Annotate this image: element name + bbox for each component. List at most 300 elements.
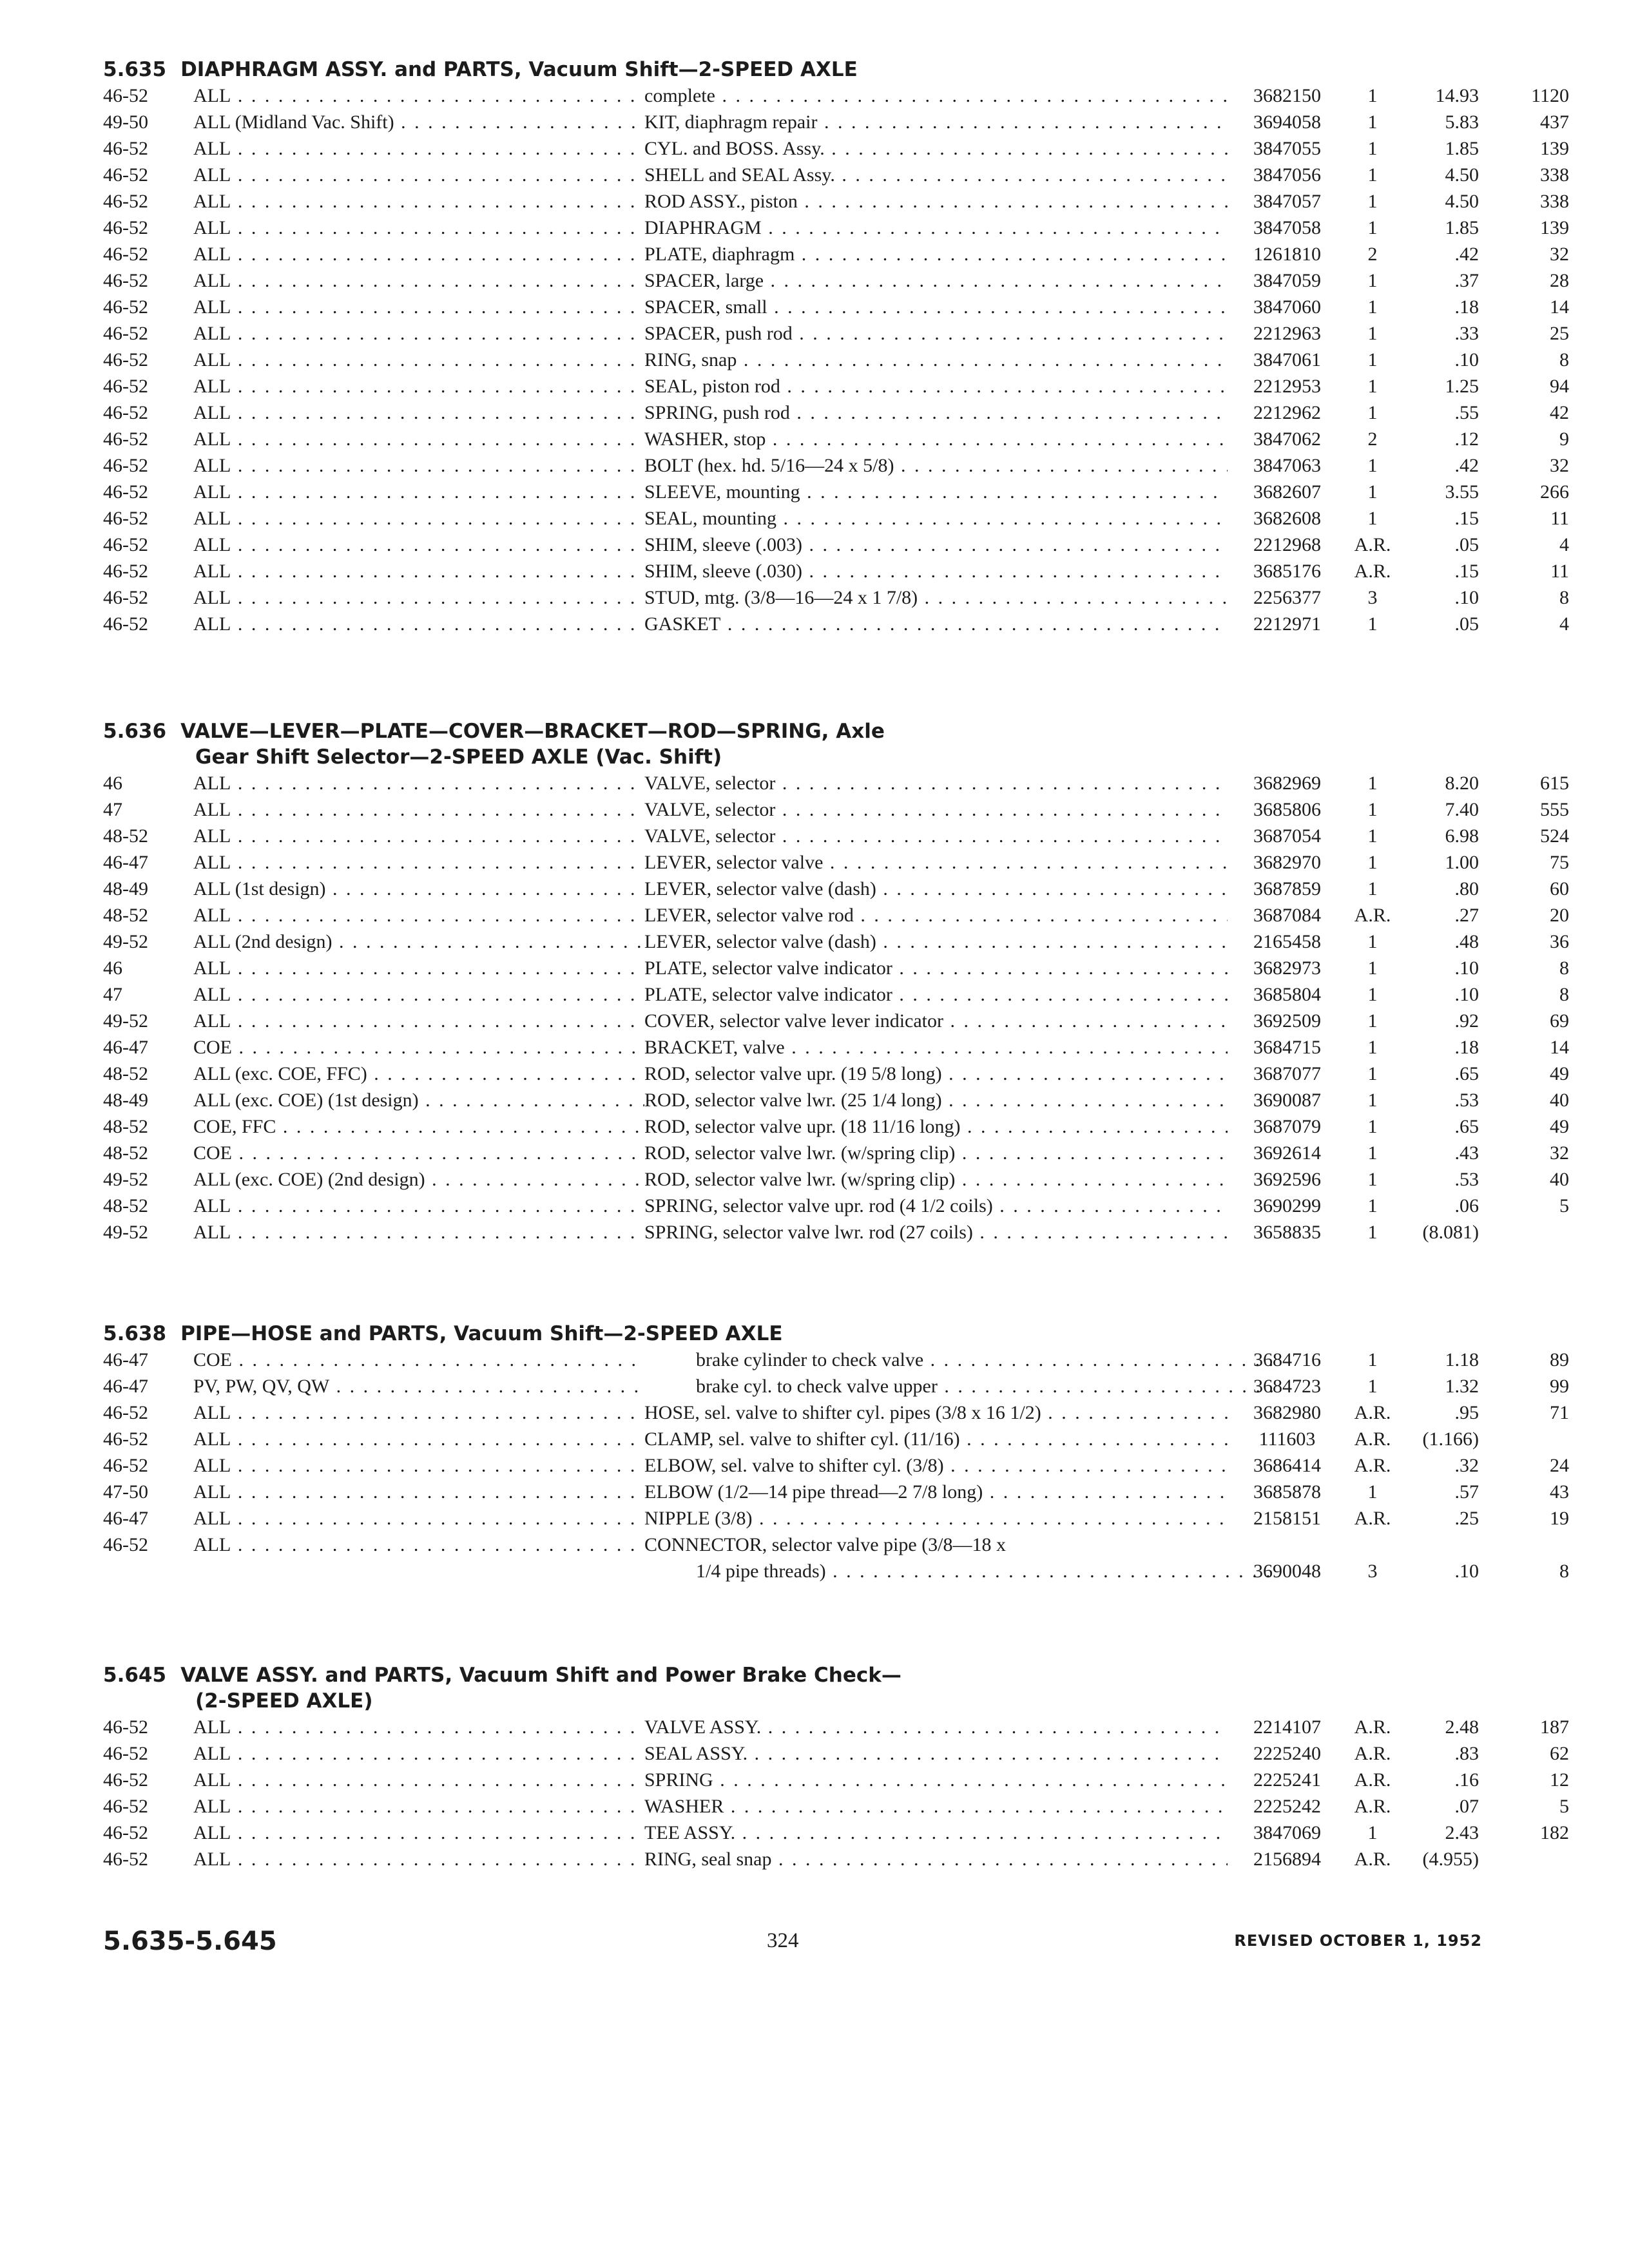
section-5-635 <box>103 57 1569 637</box>
year-range: 48-52 <box>103 1063 148 1084</box>
weight: 9 <box>1559 428 1569 450</box>
description: GASKET . . . <box>644 611 1228 637</box>
description: PLATE, selector valve indicator . . . <box>644 981 1228 1008</box>
quantity: 1 <box>1367 1169 1378 1190</box>
parts-table <box>103 770 1569 1245</box>
weight: 24 <box>1550 1455 1569 1476</box>
year-range: 46-52 <box>103 217 148 238</box>
table-row <box>103 1767 1569 1793</box>
section-number: 5.638 <box>103 1322 167 1345</box>
part-number: 3847062 <box>1253 428 1321 450</box>
part-number: 2212968 <box>1253 534 1321 555</box>
model: ALL . . . <box>193 215 644 241</box>
description: PLATE, diaphragm . . . <box>644 241 1228 267</box>
year-range: 46-52 <box>103 270 148 291</box>
weight: 71 <box>1550 1402 1569 1423</box>
weight: 14 <box>1550 296 1569 318</box>
model: ALL . . . <box>193 1505 644 1532</box>
weight: 555 <box>1540 799 1569 820</box>
year-range: 48-52 <box>103 1116 148 1137</box>
quantity: 1 <box>1367 508 1378 529</box>
year-range: 46-52 <box>103 1849 148 1870</box>
year-range: 49-52 <box>103 931 148 952</box>
description: BOLT (hex. hd. 5/16—24 x 5/8) . . . <box>644 452 1228 479</box>
description: COVER, selector valve lever indicator . . . <box>644 1008 1228 1034</box>
table-row <box>103 1793 1569 1820</box>
price: 8.20 <box>1445 773 1479 794</box>
weight: 43 <box>1550 1481 1569 1503</box>
model: ALL . . . <box>193 1008 644 1034</box>
quantity: 1 <box>1367 1349 1378 1370</box>
table-row <box>103 294 1569 320</box>
table-row <box>103 532 1569 558</box>
part-number: 2165458 <box>1253 931 1321 952</box>
table-row <box>103 770 1569 796</box>
quantity: A.R. <box>1354 1402 1391 1423</box>
quantity: A.R. <box>1354 1508 1391 1529</box>
part-number: 3692509 <box>1253 1010 1321 1032</box>
price: .15 <box>1454 561 1479 582</box>
section-title-line: Gear Shift Selector—2-SPEED AXLE (Vac. Shift) <box>195 745 722 769</box>
quantity: 1 <box>1367 1195 1378 1216</box>
part-number: 3692596 <box>1253 1169 1321 1190</box>
part-number: 2158151 <box>1253 1508 1321 1529</box>
table-row <box>103 584 1569 611</box>
weight: 32 <box>1550 1142 1569 1164</box>
year-range: 46-52 <box>103 191 148 212</box>
part-number: 3847069 <box>1253 1822 1321 1843</box>
table-row <box>103 902 1569 928</box>
year-range: 46-52 <box>103 561 148 582</box>
price: .55 <box>1454 402 1479 423</box>
weight: 8 <box>1559 957 1569 979</box>
weight: 89 <box>1550 1349 1569 1370</box>
model: ALL . . . <box>193 294 644 320</box>
quantity: 1 <box>1367 1116 1378 1137</box>
part-number: 3658835 <box>1253 1222 1321 1243</box>
price: 1.25 <box>1445 376 1479 397</box>
weight: 19 <box>1550 1508 1569 1529</box>
description: ROD, selector valve upr. (18 11/16 long) . . . <box>644 1113 1228 1140</box>
year-range: 46-47 <box>103 1376 148 1397</box>
price: .33 <box>1454 323 1479 344</box>
description: HOSE, sel. valve to shifter cyl. pipes (3/8 x 16 1/2) . . . <box>644 1399 1228 1426</box>
price: .18 <box>1454 296 1479 318</box>
footer-section-range: 5.635-5.645 <box>103 1927 277 1956</box>
description: SPACER, small . . . <box>644 294 1228 320</box>
model: ALL . . . <box>193 373 644 399</box>
weight: 8 <box>1559 984 1569 1005</box>
description: PLATE, selector valve indicator . . . <box>644 955 1228 981</box>
section-number: 5.635 <box>103 58 167 81</box>
price: .12 <box>1454 428 1479 450</box>
description: TEE ASSY. . . . <box>644 1820 1228 1846</box>
table-row <box>103 1008 1569 1034</box>
table-row <box>103 823 1569 849</box>
price: .83 <box>1454 1743 1479 1764</box>
description: SPRING, selector valve upr. rod (4 1/2 coils) . . . <box>644 1193 1228 1219</box>
model: ALL . . . <box>193 1452 644 1479</box>
section-title-line: DIAPHRAGM ASSY. and PARTS, Vacuum Shift—2-SPEED AXLE <box>180 58 858 81</box>
description: DIAPHRAGM . . . <box>644 215 1228 241</box>
weight: 187 <box>1540 1716 1569 1738</box>
model: ALL . . . <box>193 1820 644 1846</box>
weight: 4 <box>1559 534 1569 555</box>
price: 1.85 <box>1445 138 1479 159</box>
weight: 60 <box>1550 878 1569 899</box>
weight: 11 <box>1550 508 1569 529</box>
price: 1.85 <box>1445 217 1479 238</box>
table-row <box>103 1532 1482 1558</box>
year-range: 47 <box>103 984 122 1005</box>
part-number: 3847059 <box>1253 270 1321 291</box>
table-row <box>103 1193 1569 1219</box>
model: ALL . . . <box>193 1793 644 1820</box>
year-range: 46-52 <box>103 1455 148 1476</box>
table-row <box>103 876 1569 902</box>
model: ALL . . . <box>193 347 644 373</box>
price: 3.55 <box>1445 481 1479 503</box>
quantity: 1 <box>1367 1222 1378 1243</box>
model: COE . . . <box>193 1034 644 1061</box>
description: LEVER, selector valve rod . . . <box>644 902 1228 928</box>
table-row <box>103 928 1569 955</box>
table-row <box>103 1714 1569 1740</box>
year-range: 46-47 <box>103 1037 148 1058</box>
quantity: 1 <box>1367 349 1378 370</box>
year-range: 46-47 <box>103 852 148 873</box>
table-row <box>103 1034 1569 1061</box>
year-range: 46-52 <box>103 455 148 476</box>
part-number: 2225242 <box>1253 1796 1321 1817</box>
section-5-636 <box>103 718 1569 1245</box>
price: .10 <box>1454 984 1479 1005</box>
part-number: 3847057 <box>1253 191 1321 212</box>
description: ROD, selector valve lwr. (w/spring clip) . . . <box>644 1140 1228 1166</box>
table-row <box>103 347 1569 373</box>
price: .37 <box>1454 270 1479 291</box>
table-row <box>103 1166 1569 1193</box>
model: ALL . . . <box>193 823 644 849</box>
description: SHELL and SEAL Assy. . . . <box>644 162 1228 188</box>
quantity: 1 <box>1367 1481 1378 1503</box>
section-title <box>103 1662 1482 1714</box>
weight: 182 <box>1540 1822 1569 1843</box>
table-row <box>103 1140 1569 1166</box>
price: .10 <box>1454 957 1479 979</box>
section-number: 5.645 <box>103 1664 167 1687</box>
section-5-645 <box>103 1662 1569 1872</box>
part-number: 3847056 <box>1253 164 1321 186</box>
part-number: 3685878 <box>1253 1481 1321 1503</box>
year-range: 46-52 <box>103 164 148 186</box>
quantity: 3 <box>1367 587 1378 608</box>
part-number: 3690087 <box>1253 1090 1321 1111</box>
year-range: 47-50 <box>103 1481 148 1503</box>
quantity: 1 <box>1367 1142 1378 1164</box>
part-number: 3682150 <box>1253 85 1321 106</box>
price: 4.50 <box>1445 164 1479 186</box>
quantity: 1 <box>1367 111 1378 133</box>
section-title-line: VALVE ASSY. and PARTS, Vacuum Shift and Power Brake Check— <box>180 1664 901 1687</box>
description: ROD, selector valve lwr. (w/spring clip) . . . <box>644 1166 1228 1193</box>
part-number: 3687054 <box>1253 825 1321 847</box>
price: 1.18 <box>1445 1349 1479 1370</box>
table-row <box>103 399 1569 426</box>
weight: 338 <box>1540 164 1569 186</box>
description: SHIM, sleeve (.003) . . . <box>644 532 1228 558</box>
year-range: 46-52 <box>103 613 148 635</box>
quantity: 1 <box>1367 931 1378 952</box>
description: VALVE ASSY. . . . <box>644 1714 1228 1740</box>
part-number: 3690048 <box>1253 1561 1321 1582</box>
quantity: 1 <box>1367 773 1378 794</box>
year-range: 46-52 <box>103 296 148 318</box>
price: .53 <box>1454 1090 1479 1111</box>
description: RING, seal snap . . . <box>644 1846 1228 1872</box>
year-range: 46-52 <box>103 1743 148 1764</box>
revision-date: REVISED OCTOBER 1, 1952 <box>1234 1932 1482 1950</box>
quantity: 1 <box>1367 1376 1378 1397</box>
quantity: 1 <box>1367 164 1378 186</box>
price: .92 <box>1454 1010 1479 1032</box>
table-row <box>103 109 1569 135</box>
part-number: 3847063 <box>1253 455 1321 476</box>
quantity: 1 <box>1367 878 1378 899</box>
quantity: A.R. <box>1354 1796 1391 1817</box>
weight: 62 <box>1550 1743 1569 1764</box>
year-range: 46-52 <box>103 587 148 608</box>
table-row <box>103 1426 1482 1452</box>
quantity: 1 <box>1367 455 1378 476</box>
page-footer <box>103 1927 1482 1965</box>
description: complete . . . <box>644 82 1228 109</box>
part-number: 3682980 <box>1253 1402 1321 1423</box>
table-row <box>103 611 1569 637</box>
table-row <box>103 188 1569 215</box>
description: ELBOW, sel. valve to shifter cyl. (3/8) . . . <box>644 1452 1228 1479</box>
price: .16 <box>1454 1769 1479 1791</box>
model: ALL (Midland Vac. Shift) . . . <box>193 109 644 135</box>
year-range: 46-52 <box>103 1769 148 1791</box>
model: ALL (2nd design) . . . <box>193 928 644 955</box>
model: ALL . . . <box>193 1426 644 1452</box>
weight: 20 <box>1550 905 1569 926</box>
model: ALL . . . <box>193 1219 644 1245</box>
table-row <box>103 796 1569 823</box>
section-title-line: PIPE—HOSE and PARTS, Vacuum Shift—2-SPEED AXLE <box>180 1322 783 1345</box>
weight: 615 <box>1540 773 1569 794</box>
model: ALL . . . <box>193 955 644 981</box>
weight: 49 <box>1550 1063 1569 1084</box>
year-range: 49-52 <box>103 1169 148 1190</box>
quantity: 1 <box>1367 1063 1378 1084</box>
table-row <box>103 505 1569 532</box>
quantity: 1 <box>1367 138 1378 159</box>
table-row <box>103 955 1569 981</box>
model: ALL . . . <box>193 1767 644 1793</box>
year-range: 46-52 <box>103 428 148 450</box>
quantity: A.R. <box>1354 561 1391 582</box>
model: COE, FFC . . . <box>193 1113 644 1140</box>
quantity: A.R. <box>1354 1716 1391 1738</box>
description: NIPPLE (3/8) . . . <box>644 1505 1228 1532</box>
quantity: 1 <box>1367 270 1378 291</box>
page-number: 324 <box>767 1929 799 1952</box>
weight: 99 <box>1550 1376 1569 1397</box>
weight: 25 <box>1550 323 1569 344</box>
description: ROD, selector valve upr. (19 5/8 long) . . . <box>644 1061 1228 1087</box>
section-title <box>103 57 1482 82</box>
price: (1.166) <box>1422 1428 1479 1450</box>
quantity: 1 <box>1367 1090 1378 1111</box>
price: 7.40 <box>1445 799 1479 820</box>
section-title <box>103 718 1482 770</box>
table-row <box>103 1479 1569 1505</box>
parts-table <box>103 82 1569 637</box>
weight: 5 <box>1559 1796 1569 1817</box>
table-row <box>103 1219 1482 1245</box>
table-row <box>103 981 1569 1008</box>
table-row <box>103 1558 1569 1584</box>
quantity: 1 <box>1367 1822 1378 1843</box>
price: 1.00 <box>1445 852 1479 873</box>
part-number: 3690299 <box>1253 1195 1321 1216</box>
parts-table <box>103 1347 1569 1584</box>
quantity: A.R. <box>1354 1455 1391 1476</box>
year-range: 46-52 <box>103 1822 148 1843</box>
description: SLEEVE, mounting . . . <box>644 479 1228 505</box>
quantity: 2 <box>1367 428 1378 450</box>
description: LEVER, selector valve (dash) . . . <box>644 928 1228 955</box>
description: 1/4 pipe threads) . . . <box>644 1558 1279 1584</box>
model: ALL (exc. COE, FFC) . . . <box>193 1061 644 1087</box>
table-row <box>103 452 1569 479</box>
parts-table <box>103 1714 1569 1872</box>
quantity: 1 <box>1367 85 1378 106</box>
section-title-line: (2-SPEED AXLE) <box>195 1689 373 1713</box>
price: .43 <box>1454 1142 1479 1164</box>
part-number: 2256377 <box>1253 587 1321 608</box>
price: .32 <box>1454 1455 1479 1476</box>
description: SPRING . . . <box>644 1767 1228 1793</box>
price: 2.48 <box>1445 1716 1479 1738</box>
description: CLAMP, sel. valve to shifter cyl. (11/16) . . . <box>644 1426 1228 1452</box>
model: ALL . . . <box>193 1532 644 1558</box>
description: BRACKET, valve . . . <box>644 1034 1228 1061</box>
year-range: 48-49 <box>103 878 148 899</box>
table-row <box>103 135 1569 162</box>
price: 1.32 <box>1445 1376 1479 1397</box>
description: VALVE, selector . . . <box>644 823 1228 849</box>
part-number: 2212963 <box>1253 323 1321 344</box>
table-row <box>103 1347 1569 1373</box>
price: .65 <box>1454 1063 1479 1084</box>
description: SPACER, large . . . <box>644 267 1228 294</box>
quantity: 1 <box>1367 825 1378 847</box>
weight: 49 <box>1550 1116 1569 1137</box>
description: SEAL, mounting . . . <box>644 505 1228 532</box>
table-row <box>103 1087 1569 1113</box>
price: .05 <box>1454 613 1479 635</box>
price: .48 <box>1454 931 1479 952</box>
price: .65 <box>1454 1116 1479 1137</box>
quantity: 1 <box>1367 402 1378 423</box>
description: STUD, mtg. (3/8—16—24 x 1 7/8) . . . <box>644 584 1228 611</box>
quantity: A.R. <box>1354 1743 1391 1764</box>
part-number: 3682970 <box>1253 852 1321 873</box>
description: SPRING, push rod . . . <box>644 399 1228 426</box>
year-range: 49-52 <box>103 1010 148 1032</box>
price: .07 <box>1454 1796 1479 1817</box>
part-number: 3692614 <box>1253 1142 1321 1164</box>
weight: 94 <box>1550 376 1569 397</box>
year-range: 46-47 <box>103 1349 148 1370</box>
year-range: 49-52 <box>103 1222 148 1243</box>
weight: 338 <box>1540 191 1569 212</box>
year-range: 46-52 <box>103 1796 148 1817</box>
part-number: 3685176 <box>1253 561 1321 582</box>
description: brake cyl. to check valve upper . . . <box>644 1373 1279 1399</box>
model: ALL . . . <box>193 1740 644 1767</box>
part-number: 2214107 <box>1253 1716 1321 1738</box>
part-number: 3682969 <box>1253 773 1321 794</box>
quantity: A.R. <box>1354 1428 1391 1450</box>
quantity: A.R. <box>1354 534 1391 555</box>
year-range: 46-52 <box>103 481 148 503</box>
price: 6.98 <box>1445 825 1479 847</box>
description: SEAL, piston rod . . . <box>644 373 1228 399</box>
part-number: 2225240 <box>1253 1743 1321 1764</box>
weight: 40 <box>1550 1169 1569 1190</box>
weight: 12 <box>1550 1769 1569 1791</box>
year-range: 46-52 <box>103 323 148 344</box>
description: WASHER, stop . . . <box>644 426 1228 452</box>
weight: 8 <box>1559 1561 1569 1582</box>
weight: 14 <box>1550 1037 1569 1058</box>
description: KIT, diaphragm repair . . . <box>644 109 1228 135</box>
part-number: 3847055 <box>1253 138 1321 159</box>
table-row <box>103 1505 1569 1532</box>
weight: 32 <box>1550 455 1569 476</box>
model: ALL . . . <box>193 770 644 796</box>
price: .95 <box>1454 1402 1479 1423</box>
price: 14.93 <box>1435 85 1479 106</box>
part-number: 111603 <box>1258 1428 1316 1450</box>
year-range: 46-52 <box>103 1402 148 1423</box>
model: ALL . . . <box>193 1479 644 1505</box>
year-range: 47 <box>103 799 122 820</box>
table-row <box>103 162 1569 188</box>
description: SHIM, sleeve (.030) . . . <box>644 558 1228 584</box>
quantity: 2 <box>1367 244 1378 265</box>
weight: 139 <box>1540 217 1569 238</box>
model: ALL . . . <box>193 188 644 215</box>
price: .42 <box>1454 455 1479 476</box>
quantity: 1 <box>1367 1037 1378 1058</box>
table-row <box>103 479 1569 505</box>
year-range: 46-47 <box>103 1508 148 1529</box>
year-range: 46 <box>103 773 122 794</box>
year-range: 46-52 <box>103 534 148 555</box>
description: CYL. and BOSS. Assy. . . . <box>644 135 1228 162</box>
table-row <box>103 1452 1569 1479</box>
model: ALL . . . <box>193 320 644 347</box>
table-row <box>103 241 1569 267</box>
quantity: 1 <box>1367 191 1378 212</box>
model: ALL . . . <box>193 399 644 426</box>
description: LEVER, selector valve . . . <box>644 849 1228 876</box>
